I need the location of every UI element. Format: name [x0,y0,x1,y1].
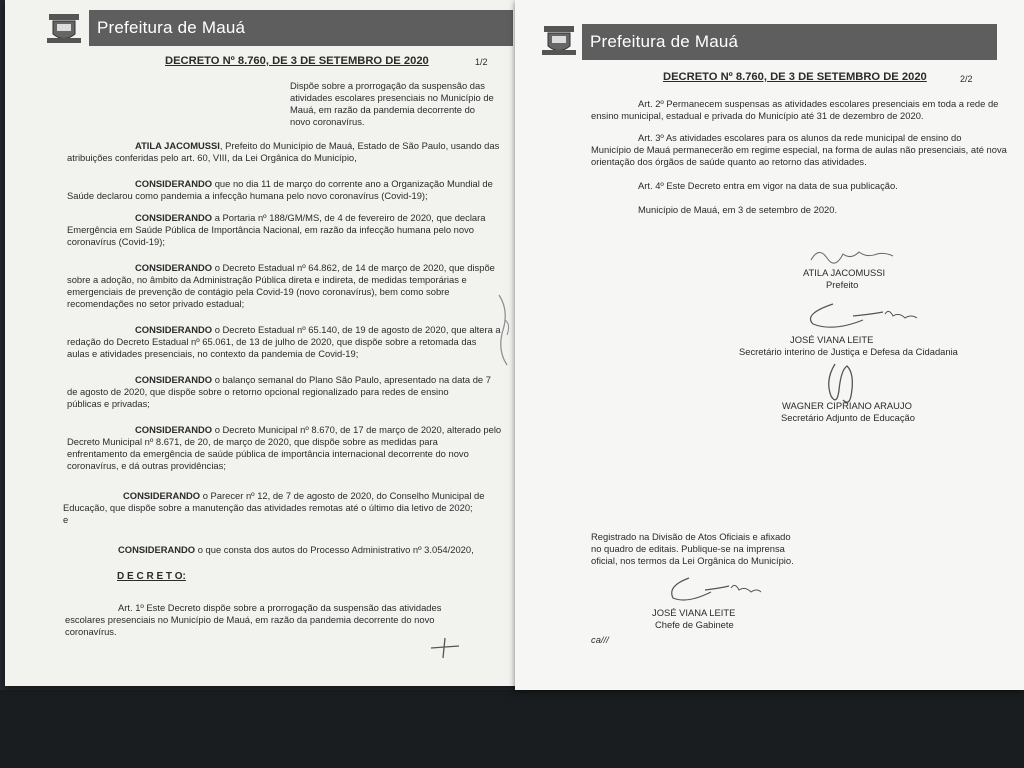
document-page-1 [5,0,518,686]
table-surface [0,690,1024,768]
article-1-line: escolares presenciais no Município de Mauá, em razão da pandemia decorrente do novo [65,614,435,625]
article-3-line: orientação dos órgãos de saúde quanto ao retorno das atividades. [591,156,867,167]
mayor-signature [807,244,897,268]
signatory-name: JOSÉ VIANA LEITE [790,334,874,345]
page-number: 2/2 [960,74,973,84]
ementa-line: Mauá, em razão da pandemia decorrente do [290,104,476,115]
considerando-line: Decreto Municipal nº 8.671, de 20, de março de 2020, que dispõe sobre as medidas para [67,436,438,447]
initial-mark [425,634,465,660]
considerando-line: CONSIDERANDO o Decreto Estadual nº 65.140, de 19 de agosto de 2020, que altera a [135,324,501,335]
considerando-line: enfrentamento da emergência de saúde pública de importância internacional decorrente do novo [67,448,469,459]
considerando-line: e [63,514,69,525]
header-bar [89,10,513,46]
typist-initials: ca/// [591,634,609,645]
article-3-line: Município de Mauá permanecerão em regime especial, na forma de aulas não presenciais, até nova [591,144,1007,155]
article-1-line: coronavírus. [65,626,117,637]
considerando-line: CONSIDERANDO o balanço semanal do Plano São Paulo, apresentado na data de 7 [135,374,491,385]
chief-name: JOSÉ VIANA LEITE [652,607,736,618]
considerando-line: Emergência em Saúde Pública de Importância Nacional, em razão da infecção humana pelo novo [67,224,475,235]
article-2-line: ensino municipal, estadual e privada do Município até 31 de dezembro de 2020. [591,110,924,121]
considerando-line: Saúde declarou como pandemia a infecção humana pelo novo coronavírus (Covid-19); [67,190,428,201]
ementa-line: atividades escolares presenciais no Município de [290,92,494,103]
considerando-line: CONSIDERANDO a Portaria nº 188/GM/MS, de 4 de fevereiro de 2020, que declara [135,212,486,223]
article-1-line: Art. 1º Este Decreto dispõe sobre a prorrogação da suspensão das atividades [118,602,442,613]
considerando-line: emergenciais de prevenção de contágio pela Covid-19 (novo coronavírus), bem como sobre [67,286,450,297]
considerando-line: coronavírus (Covid-19); [67,236,165,247]
decree-title: DECRETO Nº 8.760, DE 3 DE SETEMBRO DE 2020 [165,55,429,67]
considerando-line: sobre a adoção, no âmbito da Administração Pública direta e indireta, de medidas temporárias e [67,274,467,285]
header-title: Prefeitura de Mauá [590,32,739,51]
chief-role: Chefe de Gabinete [655,619,734,630]
decree-title: DECRETO Nº 8.760, DE 3 DE SETEMBRO DE 2020 [663,71,927,83]
considerando-line: públicas e privadas; [67,398,150,409]
registro-line: oficial, nos termos da Lei Orgânica do Município. [591,555,794,566]
header-bar [582,24,997,60]
signatory-role: Secretário interino de Justiça e Defesa da Cidadania [739,346,958,357]
considerando-line: CONSIDERANDO o Decreto Municipal nº 8.670, de 17 de março de 2020, alterado pelo [135,424,502,435]
header-title: Prefeitura de Mauá [97,18,246,37]
considerando-line: recomendações no setor privado estadual; [67,298,245,309]
preamble-line: ATILA JACOMUSSI, Prefeito do Município de Mauá, Estado de São Paulo, usando das [135,140,500,151]
municipal-crest-icon [540,24,578,58]
municipal-crest-icon [45,12,83,46]
considerando-line: redação do Decreto Estadual nº 65.061, de 13 de julho de 2020, que dispõe sobre a retomada das [67,336,477,347]
document-page-2 [515,0,1024,690]
decreto-heading: D E C R E T O: [117,571,186,582]
considerando-line: coronavírus, e dá outras providências; [67,460,226,471]
article-4: Art. 4º Este Decreto entra em vigor na data de sua publicação. [638,180,898,191]
considerando-line: CONSIDERANDO que no dia 11 de março do corrente ano a Organização Mundial de [135,178,493,189]
ementa-line: Dispõe sobre a prorrogação da suspensão das [290,80,485,91]
registro-line: no quadro de editais. Publique-se na imprensa [591,543,785,554]
article-2-line: Art. 2º Permanecem suspensas as atividades escolares presenciais em toda a rede de [638,98,999,109]
considerando-line: CONSIDERANDO o Parecer nº 12, de 7 de agosto de 2020, do Conselho Municipal de [123,490,485,501]
chief-of-staff-signature [665,572,765,606]
secretary-justice-signature [803,294,923,334]
preamble-line: atribuições conferidas pelo art. 60, VIII, da Lei Orgânica do Município, [67,152,357,163]
page-number: 1/2 [475,57,488,67]
signatory-role: Prefeito [826,279,859,290]
registro-line: Registrado na Divisão de Atos Oficiais e afixado [591,531,791,542]
considerando-line: de agosto de 2020, que dispõe sobre o retorno opcional regionalizado para redes de ensino [67,386,449,397]
considerando-line: CONSIDERANDO o que consta dos autos do Processo Administrativo nº 3.054/2020, [118,544,474,555]
considerando-line: aulas e atividades presenciais, no contexto da pandemia de Covid-19; [67,348,359,359]
considerando-line: Educação, que dispõe sobre a manutenção das atividades remotas até o último dia letivo de 2020; [63,502,473,513]
signatory-role: Secretário Adjunto de Educação [781,412,915,423]
article-3-line: Art. 3º As atividades escolares para os alunos da rede municipal de ensino do [638,132,962,143]
ementa-line: novo coronavírus. [290,116,365,127]
margin-rubric-signature [495,290,515,370]
date-line: Município de Mauá, em 3 de setembro de 2020. [638,204,838,215]
signatory-name: ATILA JACOMUSSI [803,267,886,278]
considerando-line: CONSIDERANDO o Decreto Estadual nº 64.862, de 14 de março de 2020, que dispõe [135,262,495,273]
signatory-name: WAGNER CIPRIANO ARAUJO [782,400,912,411]
